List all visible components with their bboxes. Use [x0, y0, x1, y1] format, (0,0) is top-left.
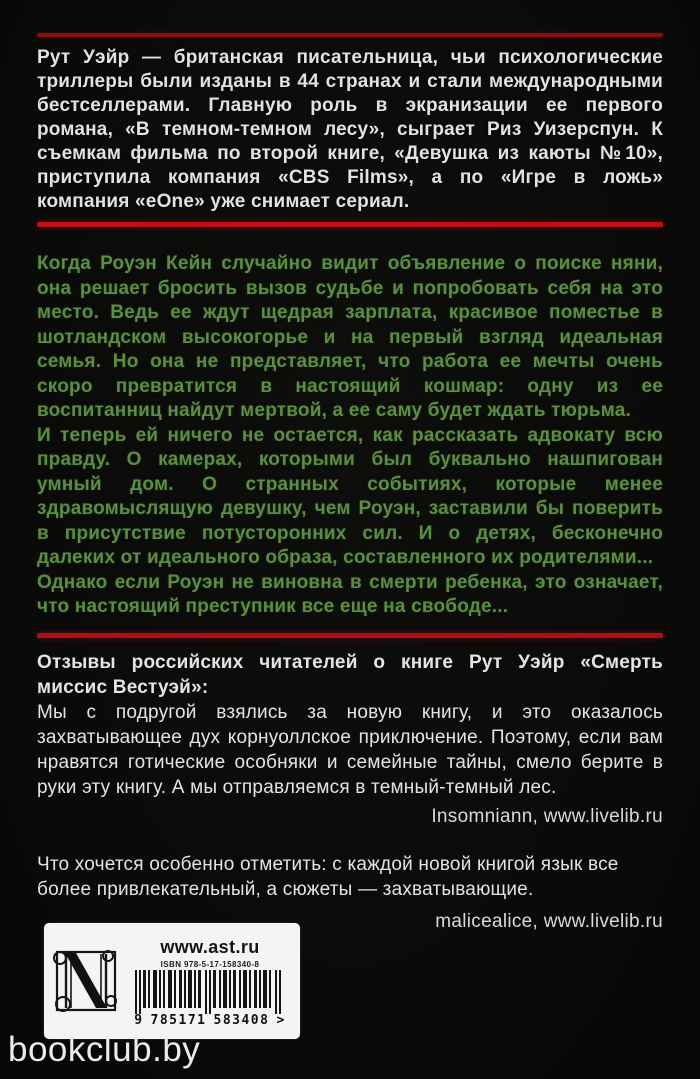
review-attribution-1: Insomniann, www.livelib.ru	[431, 806, 663, 827]
author-bio	[37, 46, 663, 214]
barcode-panel	[44, 923, 300, 1039]
isbn-label: ISBN 978-5-17-158340-8	[160, 959, 260, 969]
barcode-digit-group-3: 583408	[213, 1012, 270, 1028]
review-quote-1: Мы с подругой взялись за новую книгу, и это оказалось захватывающее дух корнуоллское приключение. Поэтому, если вам нравятся готические особняки и семейные тайны, смело берите в руки эту книгу. А мы отправляемся в темный-темный лес.	[37, 702, 663, 798]
publisher-website: www.ast.ru	[160, 936, 260, 957]
divider-bottom	[37, 633, 663, 638]
review-quote-2	[37, 852, 663, 902]
publisher-logo	[44, 946, 128, 1016]
synopsis-paragraph-3: Однако если Роуэн не виновна в смерти ребенка, это означает, что настоящий преступник все еще на свободе...	[37, 571, 663, 617]
synopsis-paragraph-1: Когда Роуэн Кейн случайно видит объявление о поиске няни, она решает бросить вызов судьбе и попробовать себя на это место. Ведь ее ждут щедрая зарплата, красивое поместье в шотландском высокогорье и на первый взгляд идеальная семья. Но она не представляет, что работа ее мечты очень скоро превратится в настоящий кошмар: одну из ее воспитанниц найдут мертвой, а ее саму будет ждать тюрьма.	[37, 253, 663, 421]
divider-middle	[37, 222, 663, 227]
synopsis-paragraph-2: И теперь ей ничего не остается, как рассказать адвокату всю правду. О камерах, которыми был буквально нашпигован умный дом. О странных событиях, которые менее здравомыслящую девушку, чем Роуэн, заставили бы поверить в присутствие потусторонних сил. И о детях, бесконечно далеких от идеального образа, составленного их родителями...	[37, 424, 663, 568]
watermark-bookclub: bookclub.by	[8, 1030, 201, 1069]
author-bio-text: Рут Уэйр — британская писательница, чьи психологические триллеры были изданы в 44 странах и стали международными бестселлерами. Главную роль в экранизации ее первого романа, «В темном-темном лесу», сыграет Риз Уизерспун. К съемкам фильма по второй книге, «Девушка из каюты №10», приступила компания «CBS Films», а по «Игре в ложь» компания «eOne» уже снимает сериал.	[37, 47, 663, 212]
divider-top	[37, 33, 663, 37]
barcode-digit-group-2: 785171	[150, 1012, 207, 1028]
barcode-arrow: >	[276, 1012, 286, 1028]
reviews-section	[37, 650, 663, 800]
reviews-heading: Отзывы российских читателей о книге Рут Уэйр «Смерть миссис Вестуэй»:	[37, 652, 663, 698]
ean-barcode-icon	[135, 970, 285, 1014]
review-quote-2-text: Что хочется особенно отметить: с каждой новой книгой язык все более привлекательный, а сюжеты — захватывающие.	[37, 854, 619, 900]
synopsis	[37, 252, 663, 620]
publisher-n-monogram-icon	[51, 946, 121, 1016]
barcode-digit-group-1: 9	[134, 1012, 144, 1028]
review-attribution-2: malicealice, www.livelib.ru	[435, 911, 663, 932]
barcode-digits	[134, 1013, 286, 1028]
